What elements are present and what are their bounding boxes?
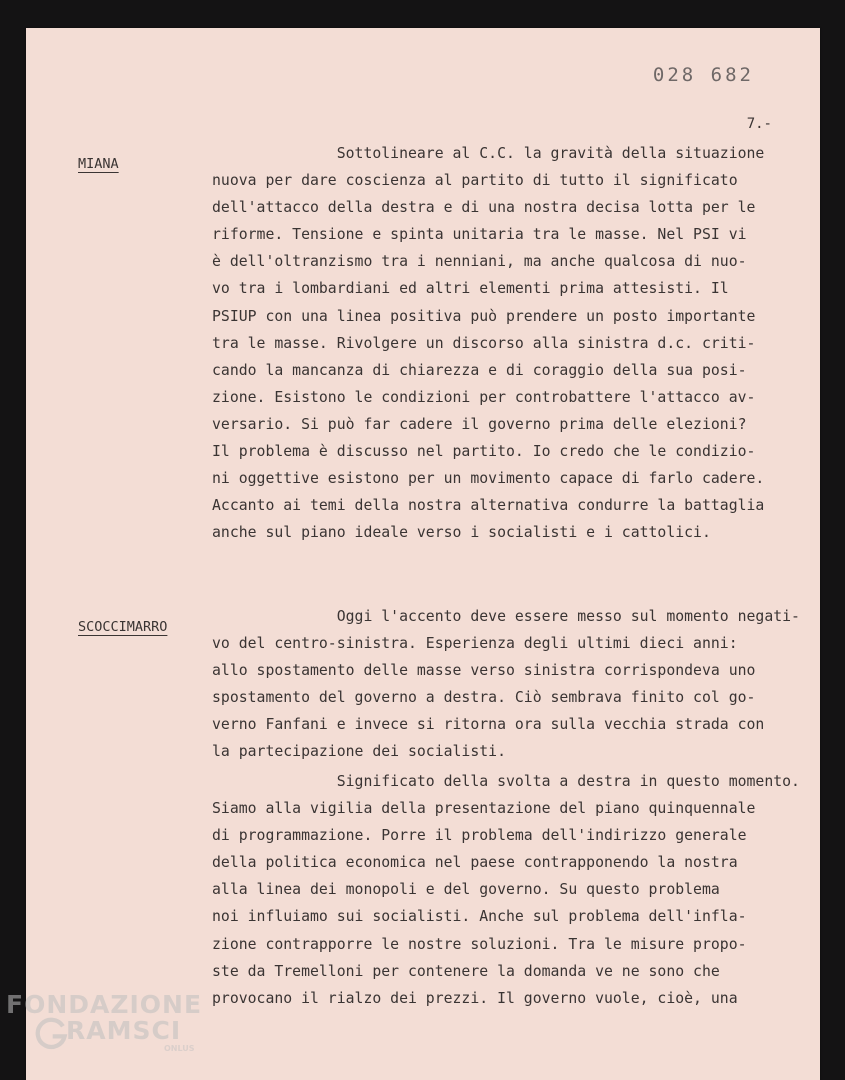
watermark-line1: FONDAZIONE xyxy=(6,990,203,1019)
speech-paragraph: Significato della svolta a destra in questo momento. Siamo alla vigilia della presentazione del piano quinquennale di programmazione. Porre il problema dell'indirizzo generale della politica economica nel paese contrapponendo la nostra alla linea dei monopoli e del governo. Su questo problema noi influiamo sui socialisti. Anche sul problema dell'infla- zione contrapporre le nostre soluzioni. Tra le misure propo- ste da Tremelloni per contenere la domanda ve ne sono che provocano il rialzo dei prezzi. Il governo vuole, cioè, una xyxy=(212,773,800,1007)
watermark-g-icon xyxy=(34,1016,68,1050)
speaker-label: MIANA xyxy=(78,156,119,172)
watermark-logo xyxy=(6,992,202,1053)
speech-paragraph: Sottolineare al C.C. la gravità della situazione nuova per dare coscienza al partito di tutto il significato dell'attacco della destra e di una nostra decisa lotta per le riforme. Tensione e spinta unitaria tra le masse. Nel PSI vi è dell'oltranzismo tra i nenniani, ma anche qualcosa di nuo- vo tra i lombardiani ed altri elementi prima attesisti. Il PSIUP con una linea positiva può prendere un posto importante tra le masse. Rivolgere un discorso alla sinistra d.c. criti- cando la mancanza di chiarezza e di coraggio della sua posi- zione. Esistono le condizioni per controbattere l'attacco av- versario. Si può far cadere il governo prima delle elezioni? Il problema è discusso nel partito. Io credo che le condizio- ni oggettive esistono per un movimento capace di farlo cadere. Accanto ai temi della nostra alternativa condurre la battaglia anche sul piano ideale verso i socialisti e i cattolici. xyxy=(212,145,765,542)
document-page xyxy=(26,28,820,1080)
speech-paragraph: Oggi l'accento deve essere messo sul momento negati- vo del centro-sinistra. Esperienza degli ultimi dieci anni: allo spostamento delle masse verso sinistra corrispondeva uno spostamento del governo a destra. Ciò sembrava finito col go- verno Fanfani e invece si ritorna ora sulla vecchia strada con la partecipazione dei socialisti. xyxy=(212,608,800,761)
watermark-line3: ONLUS xyxy=(164,1044,195,1053)
archive-stamp: 028 682 xyxy=(652,64,754,86)
watermark-line2-text: RAMSCI xyxy=(66,1016,182,1045)
page-number: 7.- xyxy=(746,116,772,132)
watermark-line2 xyxy=(6,1018,202,1044)
speaker-label: SCOCCIMARRO xyxy=(78,619,168,635)
